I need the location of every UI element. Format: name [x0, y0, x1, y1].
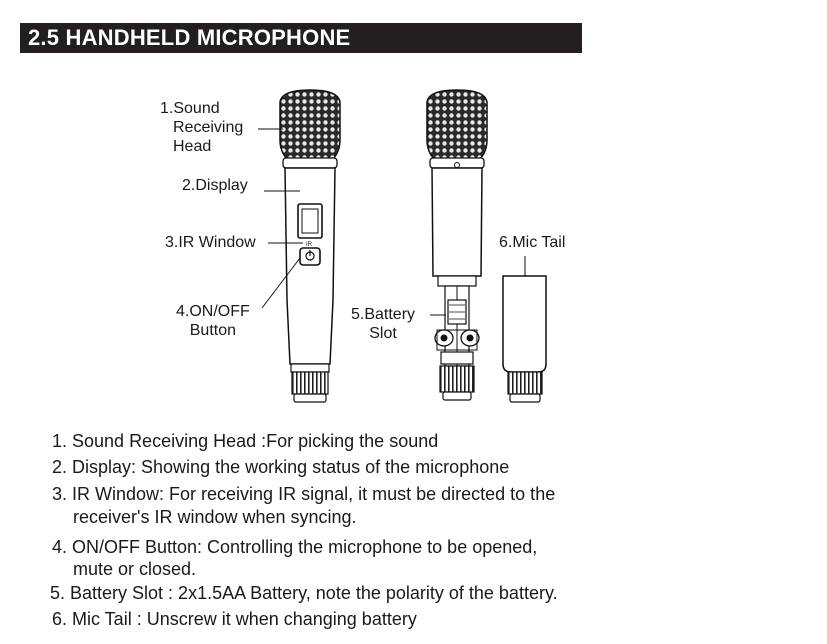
list-item: 3. IR Window: For receiving IR signal, it must be directed to the	[52, 484, 556, 504]
callout-onoff-line2: Button	[189, 322, 237, 339]
callout-ir-window: 3.IR Window	[165, 234, 256, 251]
list-item: 4. ON/OFF Button: Controlling the microphone to be opened,	[52, 537, 538, 557]
callout-battery-line1: 5.Battery	[351, 306, 416, 323]
list-item: 5. Battery Slot : 2x1.5AA Battery, note the polarity of the battery.	[50, 583, 558, 603]
ir-small-label: IR	[306, 242, 312, 248]
list-item: 1. Sound Receiving Head :For picking the sound	[52, 431, 439, 451]
mic-front-view	[280, 90, 340, 402]
list-item: 6. Mic Tail : Unscrew it when changing battery	[52, 609, 417, 629]
callout-battery-line2: Slot	[369, 325, 397, 342]
list-item-continuation: mute or closed.	[73, 559, 197, 579]
mic-tail-part	[503, 276, 546, 402]
section-title: 2.5 HANDHELD MICROPHONE	[20, 23, 582, 53]
callout-mic-tail: 6.Mic Tail	[499, 234, 566, 251]
callout-onoff-line1: 4.ON/OFF	[176, 303, 250, 320]
callout-sound-head	[160, 99, 243, 156]
callout-battery-slot	[351, 305, 415, 343]
callout-display: 2.Display	[182, 177, 248, 194]
mic-side-view	[427, 90, 487, 400]
callout-sound-head-line1: 1.Sound	[160, 100, 220, 117]
callout-onoff-button	[176, 302, 250, 340]
list-item: 2. Display: Showing the working status of the microphone	[52, 457, 510, 477]
callout-sound-head-line2: Receiving	[173, 119, 244, 136]
list-item-continuation: receiver's IR window when syncing.	[73, 507, 357, 527]
callout-sound-head-line3: Head	[173, 138, 212, 155]
